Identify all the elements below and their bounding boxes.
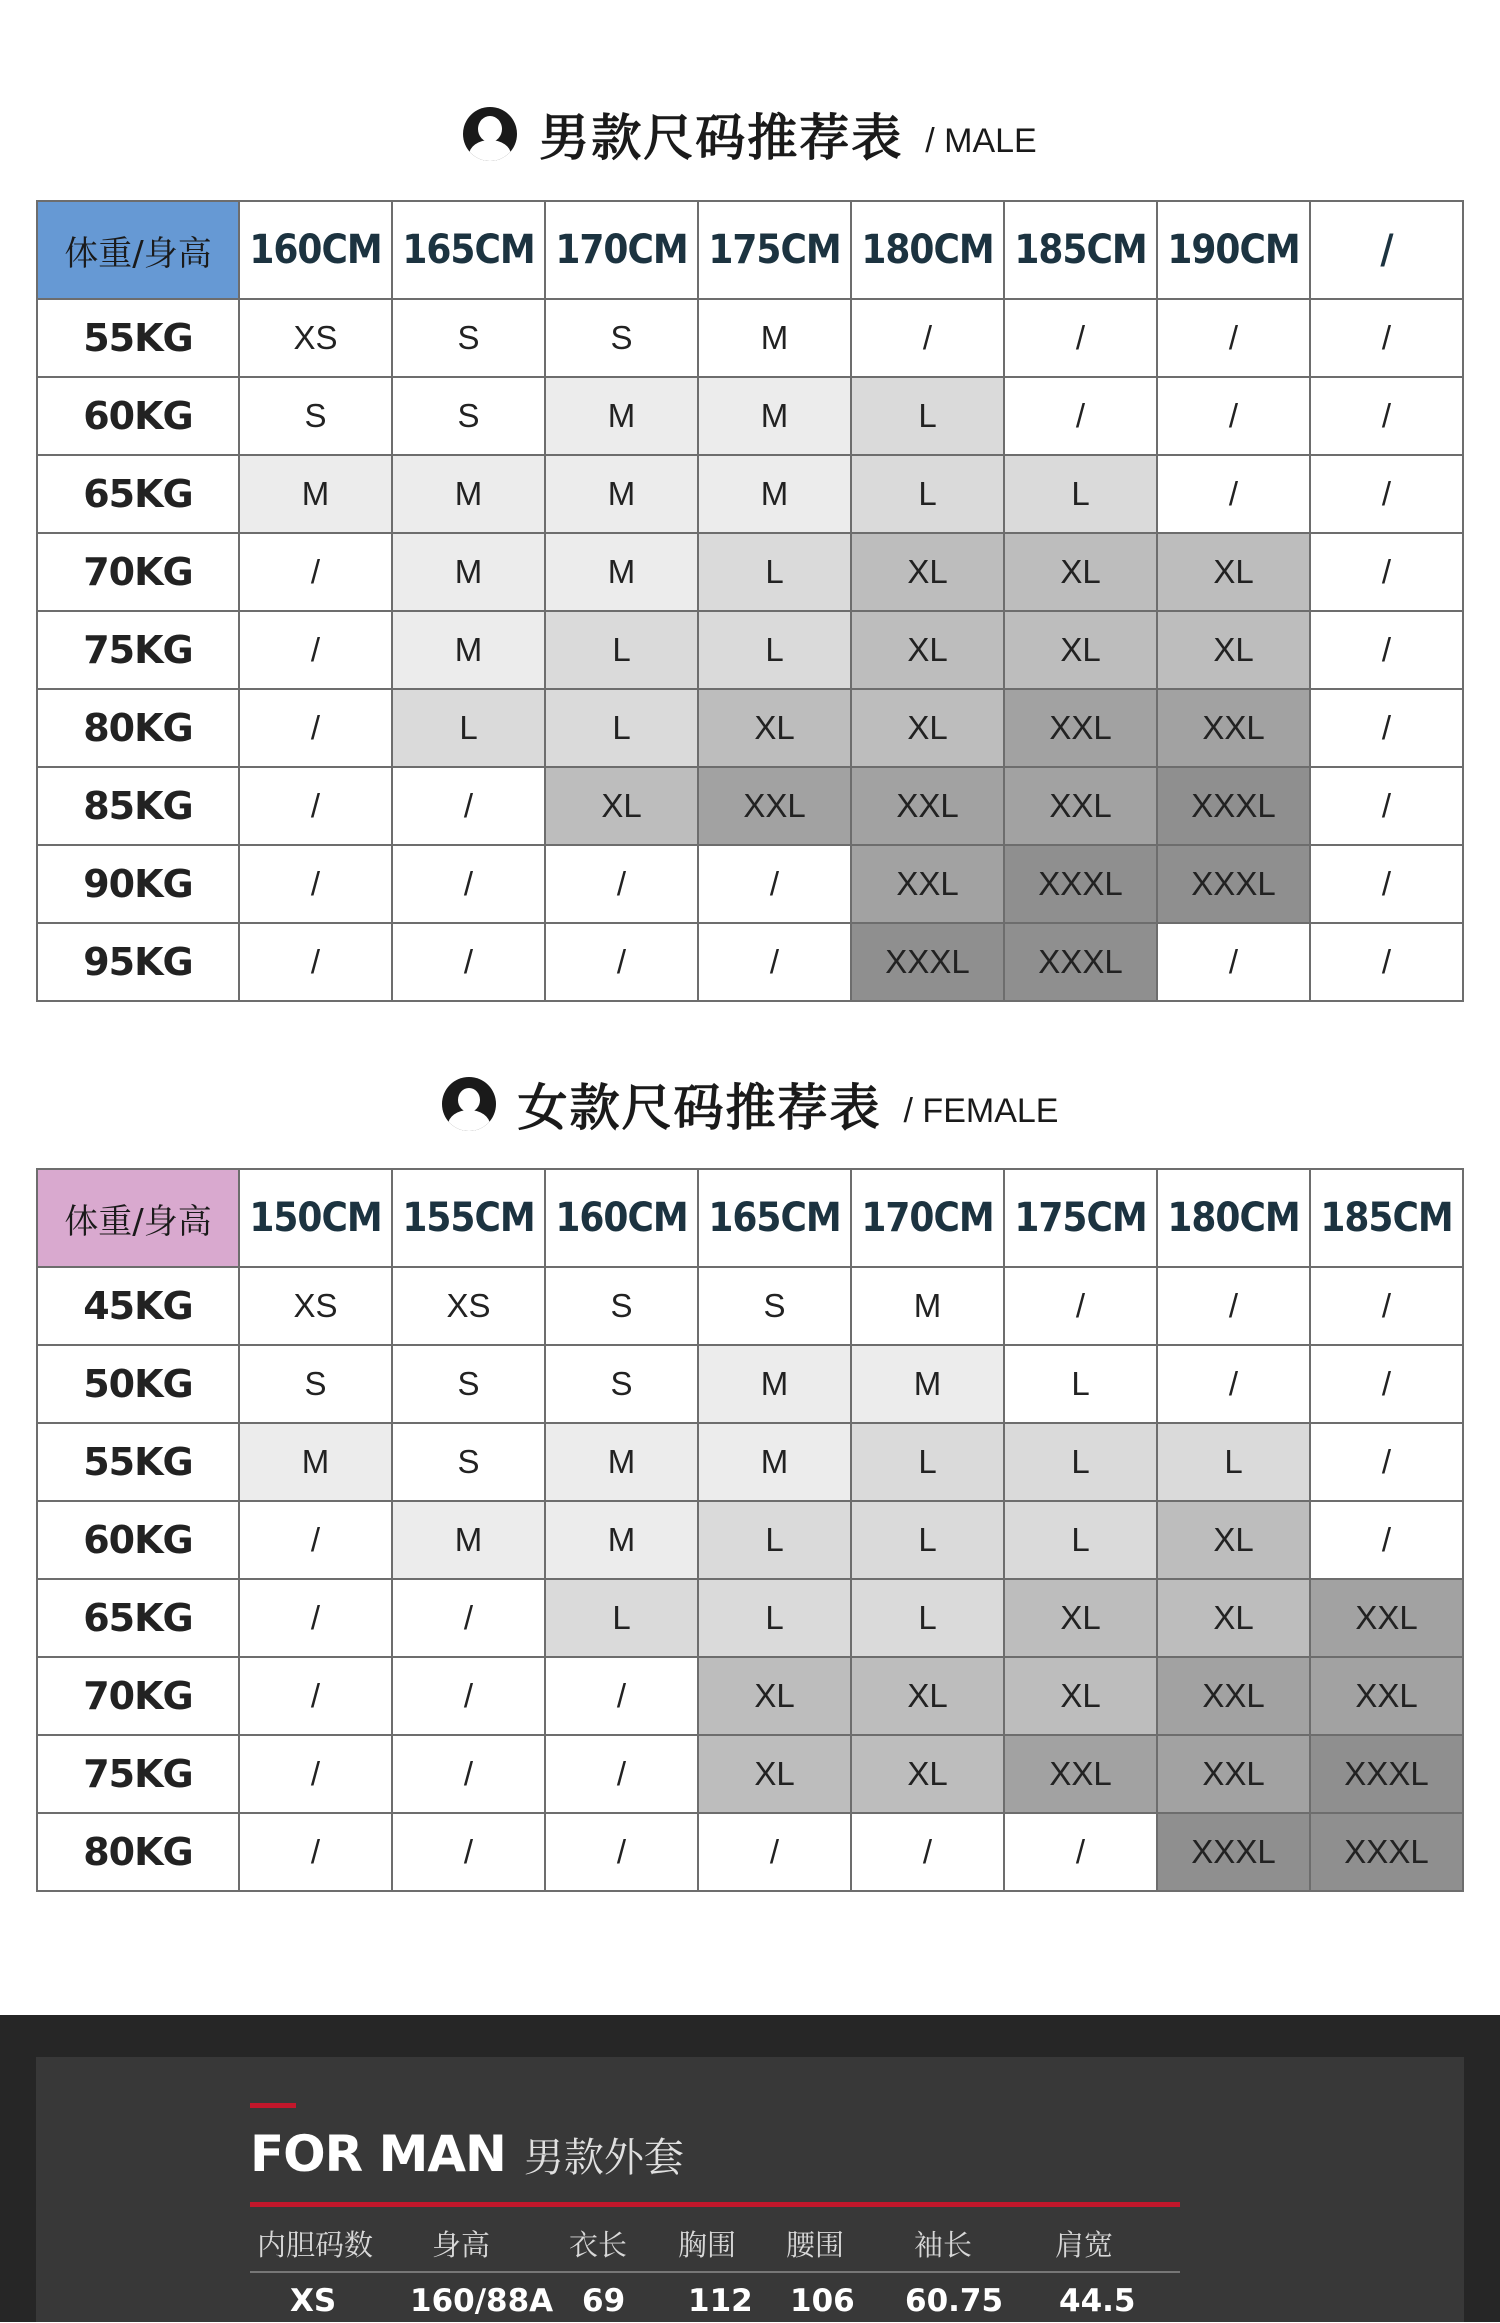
height-header: 150CM bbox=[239, 1169, 392, 1267]
height-header: 175CM bbox=[1004, 1169, 1157, 1267]
size-cell: L bbox=[851, 377, 1004, 455]
weight-label: 80KG bbox=[37, 1813, 239, 1891]
weight-label: 45KG bbox=[37, 1267, 239, 1345]
spec-cell: 60.75 bbox=[905, 2283, 1004, 2319]
corner-header: 体重/身高 bbox=[37, 201, 239, 299]
weight-label: 55KG bbox=[37, 299, 239, 377]
size-cell: L bbox=[851, 1423, 1004, 1501]
size-cell: / bbox=[851, 299, 1004, 377]
size-cell: / bbox=[1157, 923, 1310, 1001]
size-cell: L bbox=[545, 689, 698, 767]
spec-cell: XS bbox=[290, 2283, 337, 2319]
spec-section bbox=[0, 2015, 1500, 2322]
weight-label: 60KG bbox=[37, 377, 239, 455]
size-cell: S bbox=[239, 377, 392, 455]
height-header: / bbox=[1310, 201, 1463, 299]
weight-label: 50KG bbox=[37, 1345, 239, 1423]
size-cell: L bbox=[392, 689, 545, 767]
size-cell: / bbox=[545, 1657, 698, 1735]
title-accent bbox=[250, 2103, 296, 2108]
size-cell: S bbox=[698, 1267, 851, 1345]
size-cell: M bbox=[392, 533, 545, 611]
spec-cell: 69 bbox=[582, 2283, 626, 2319]
size-cell: XL bbox=[1004, 533, 1157, 611]
size-cell: / bbox=[239, 689, 392, 767]
size-cell: XL bbox=[1157, 611, 1310, 689]
height-header: 185CM bbox=[1004, 201, 1157, 299]
size-cell: / bbox=[239, 1735, 392, 1813]
spec-column-header: 腰围 bbox=[786, 2228, 845, 2262]
spec-column-header: 身高 bbox=[432, 2228, 491, 2262]
size-cell: XXL bbox=[1157, 1735, 1310, 1813]
size-cell: L bbox=[545, 611, 698, 689]
male-size-table bbox=[36, 200, 1464, 1002]
size-cell: / bbox=[1157, 377, 1310, 455]
spec-column-header: 衣长 bbox=[569, 2228, 628, 2262]
size-cell: XXXL bbox=[1310, 1813, 1463, 1891]
size-cell: / bbox=[1004, 377, 1157, 455]
size-cell: XS bbox=[239, 299, 392, 377]
size-cell: M bbox=[698, 1423, 851, 1501]
size-cell: M bbox=[851, 1345, 1004, 1423]
height-header: 180CM bbox=[1157, 1169, 1310, 1267]
size-cell: XS bbox=[239, 1267, 392, 1345]
weight-label: 90KG bbox=[37, 845, 239, 923]
size-cell: / bbox=[239, 767, 392, 845]
size-cell: L bbox=[545, 1579, 698, 1657]
female-user-icon bbox=[442, 1077, 496, 1131]
female-section-title bbox=[0, 1068, 1500, 1140]
size-cell: L bbox=[1004, 1345, 1157, 1423]
weight-label: 95KG bbox=[37, 923, 239, 1001]
male-title-cn: 男款尺码推荐表 bbox=[539, 109, 904, 167]
spec-column-header: 内胆码数 bbox=[257, 2228, 374, 2262]
corner-header: 体重/身高 bbox=[37, 1169, 239, 1267]
size-cell: M bbox=[392, 1501, 545, 1579]
size-cell: S bbox=[392, 299, 545, 377]
size-cell: / bbox=[239, 923, 392, 1001]
size-cell: S bbox=[392, 377, 545, 455]
size-cell: / bbox=[1157, 1267, 1310, 1345]
height-header: 185CM bbox=[1310, 1169, 1463, 1267]
size-cell: M bbox=[392, 611, 545, 689]
spec-cell: 112 bbox=[688, 2283, 753, 2319]
size-cell: / bbox=[545, 923, 698, 1001]
female-size-table bbox=[36, 1168, 1464, 1892]
height-header: 155CM bbox=[392, 1169, 545, 1267]
size-cell: M bbox=[545, 533, 698, 611]
weight-label: 70KG bbox=[37, 533, 239, 611]
size-cell: S bbox=[392, 1345, 545, 1423]
size-cell: XL bbox=[851, 611, 1004, 689]
size-cell: S bbox=[392, 1423, 545, 1501]
size-cell: XXL bbox=[851, 767, 1004, 845]
size-cell: / bbox=[1004, 299, 1157, 377]
male-title-en: / MALE bbox=[925, 121, 1037, 160]
size-cell: M bbox=[239, 455, 392, 533]
size-cell: / bbox=[1310, 1267, 1463, 1345]
size-cell: XXL bbox=[1157, 689, 1310, 767]
table-row bbox=[37, 689, 1463, 767]
weight-label: 85KG bbox=[37, 767, 239, 845]
size-cell: XL bbox=[851, 1735, 1004, 1813]
spec-cell: 106 bbox=[790, 2283, 855, 2319]
size-cell: / bbox=[1310, 845, 1463, 923]
size-cell: XL bbox=[1157, 1501, 1310, 1579]
size-cell: M bbox=[545, 455, 698, 533]
size-cell: XL bbox=[851, 1657, 1004, 1735]
weight-label: 65KG bbox=[37, 455, 239, 533]
weight-label: 75KG bbox=[37, 1735, 239, 1813]
size-cell: S bbox=[239, 1345, 392, 1423]
size-cell: L bbox=[1157, 1423, 1310, 1501]
size-cell: XL bbox=[698, 1657, 851, 1735]
table-row bbox=[37, 1735, 1463, 1813]
size-cell: / bbox=[1310, 611, 1463, 689]
size-cell: / bbox=[1310, 1423, 1463, 1501]
size-cell: / bbox=[239, 1813, 392, 1891]
size-cell: / bbox=[698, 845, 851, 923]
size-cell: M bbox=[545, 377, 698, 455]
size-cell: / bbox=[392, 767, 545, 845]
height-header: 175CM bbox=[698, 201, 851, 299]
size-cell: XXXL bbox=[1157, 767, 1310, 845]
size-cell: XL bbox=[1004, 611, 1157, 689]
size-cell: M bbox=[698, 299, 851, 377]
size-cell: / bbox=[392, 1657, 545, 1735]
table-row bbox=[37, 1345, 1463, 1423]
size-cell: M bbox=[545, 1423, 698, 1501]
size-cell: / bbox=[239, 845, 392, 923]
size-cell: / bbox=[1310, 1501, 1463, 1579]
female-title-en: / FEMALE bbox=[903, 1091, 1059, 1130]
size-cell: M bbox=[698, 377, 851, 455]
height-header: 160CM bbox=[239, 201, 392, 299]
table-row bbox=[37, 923, 1463, 1001]
height-header: 190CM bbox=[1157, 201, 1310, 299]
size-cell: M bbox=[698, 455, 851, 533]
size-cell: M bbox=[851, 1267, 1004, 1345]
size-cell: / bbox=[698, 1813, 851, 1891]
female-title-cn: 女款尺码推荐表 bbox=[517, 1079, 882, 1137]
table-row bbox=[37, 1657, 1463, 1735]
size-cell: / bbox=[1157, 455, 1310, 533]
size-cell: / bbox=[1310, 689, 1463, 767]
table-row bbox=[37, 611, 1463, 689]
height-header: 160CM bbox=[545, 1169, 698, 1267]
header-row bbox=[37, 1169, 1463, 1267]
size-cell: XL bbox=[1004, 1579, 1157, 1657]
size-cell: XL bbox=[1004, 1657, 1157, 1735]
size-cell: / bbox=[851, 1813, 1004, 1891]
table-row bbox=[37, 533, 1463, 611]
size-cell: M bbox=[239, 1423, 392, 1501]
size-cell: M bbox=[545, 1501, 698, 1579]
size-cell: S bbox=[545, 299, 698, 377]
table-row bbox=[37, 1579, 1463, 1657]
size-cell: XXL bbox=[1157, 1657, 1310, 1735]
size-cell: L bbox=[698, 611, 851, 689]
table-row bbox=[37, 1423, 1463, 1501]
spec-divider bbox=[250, 2202, 1180, 2207]
size-cell: XL bbox=[1157, 1579, 1310, 1657]
weight-label: 65KG bbox=[37, 1579, 239, 1657]
spec-column-header: 袖长 bbox=[914, 2228, 973, 2262]
weight-label: 75KG bbox=[37, 611, 239, 689]
size-cell: / bbox=[392, 845, 545, 923]
size-cell: / bbox=[392, 1813, 545, 1891]
spec-cell: 160/88A bbox=[410, 2283, 554, 2319]
size-cell: XXL bbox=[1004, 767, 1157, 845]
table-row bbox=[37, 377, 1463, 455]
table-row bbox=[37, 455, 1463, 533]
spec-header-row bbox=[250, 2223, 1180, 2263]
size-cell: XXXL bbox=[1157, 845, 1310, 923]
size-cell: XXXL bbox=[1004, 845, 1157, 923]
size-cell: L bbox=[698, 1501, 851, 1579]
for-man-title-en: FOR MAN bbox=[250, 2125, 506, 2183]
size-cell: XXL bbox=[851, 845, 1004, 923]
size-cell: M bbox=[698, 1345, 851, 1423]
size-cell: XL bbox=[698, 689, 851, 767]
size-cell: / bbox=[392, 923, 545, 1001]
size-cell: L bbox=[851, 1501, 1004, 1579]
size-cell: / bbox=[1004, 1813, 1157, 1891]
table-row bbox=[37, 767, 1463, 845]
size-cell: / bbox=[1310, 455, 1463, 533]
weight-label: 60KG bbox=[37, 1501, 239, 1579]
for-man-title-cn: 男款外套 bbox=[523, 2135, 684, 2181]
male-section-title bbox=[0, 98, 1500, 170]
size-cell: / bbox=[1310, 923, 1463, 1001]
table-row bbox=[37, 1267, 1463, 1345]
size-cell: / bbox=[392, 1579, 545, 1657]
size-cell: / bbox=[1157, 1345, 1310, 1423]
size-cell: / bbox=[545, 845, 698, 923]
size-cell: / bbox=[392, 1735, 545, 1813]
size-cell: XXXL bbox=[1310, 1735, 1463, 1813]
spec-separator bbox=[250, 2271, 1180, 2273]
size-cell: / bbox=[239, 1579, 392, 1657]
size-cell: XL bbox=[851, 689, 1004, 767]
size-cell: XXL bbox=[1310, 1657, 1463, 1735]
size-cell: M bbox=[392, 455, 545, 533]
size-cell: / bbox=[545, 1813, 698, 1891]
spec-column-header: 胸围 bbox=[678, 2228, 737, 2262]
table-row bbox=[37, 299, 1463, 377]
size-cell: / bbox=[545, 1735, 698, 1813]
size-cell: L bbox=[1004, 1423, 1157, 1501]
table-row bbox=[37, 1501, 1463, 1579]
male-user-icon bbox=[463, 107, 517, 161]
size-cell: S bbox=[545, 1345, 698, 1423]
size-cell: / bbox=[1004, 1267, 1157, 1345]
height-header: 170CM bbox=[851, 1169, 1004, 1267]
size-cell: / bbox=[1310, 533, 1463, 611]
size-cell: / bbox=[239, 611, 392, 689]
size-cell: L bbox=[698, 533, 851, 611]
size-cell: / bbox=[1310, 767, 1463, 845]
size-cell: / bbox=[698, 923, 851, 1001]
size-cell: XXL bbox=[1310, 1579, 1463, 1657]
size-cell: / bbox=[1310, 377, 1463, 455]
size-cell: L bbox=[698, 1579, 851, 1657]
size-cell: XXL bbox=[1004, 1735, 1157, 1813]
size-cell: XXL bbox=[698, 767, 851, 845]
header-row bbox=[37, 201, 1463, 299]
size-cell: XXL bbox=[1004, 689, 1157, 767]
height-header: 180CM bbox=[851, 201, 1004, 299]
weight-label: 55KG bbox=[37, 1423, 239, 1501]
spec-data-row bbox=[250, 2283, 1180, 2323]
size-cell: / bbox=[1310, 299, 1463, 377]
size-cell: XL bbox=[545, 767, 698, 845]
weight-label: 70KG bbox=[37, 1657, 239, 1735]
size-cell: L bbox=[851, 455, 1004, 533]
size-cell: / bbox=[1157, 299, 1310, 377]
height-header: 165CM bbox=[392, 201, 545, 299]
height-header: 170CM bbox=[545, 201, 698, 299]
size-cell: / bbox=[1310, 1345, 1463, 1423]
table-row bbox=[37, 845, 1463, 923]
size-cell: XL bbox=[698, 1735, 851, 1813]
size-cell: XL bbox=[1157, 533, 1310, 611]
size-cell: XXXL bbox=[851, 923, 1004, 1001]
size-cell: / bbox=[239, 533, 392, 611]
size-cell: XXXL bbox=[1157, 1813, 1310, 1891]
spec-column-header: 肩宽 bbox=[1055, 2228, 1114, 2262]
table-row bbox=[37, 1813, 1463, 1891]
spec-cell: 44.5 bbox=[1059, 2283, 1136, 2319]
size-cell: / bbox=[239, 1501, 392, 1579]
weight-label: 80KG bbox=[37, 689, 239, 767]
size-cell: XS bbox=[392, 1267, 545, 1345]
size-cell: XL bbox=[851, 533, 1004, 611]
size-cell: / bbox=[239, 1657, 392, 1735]
for-man-title bbox=[250, 2125, 684, 2183]
size-cell: L bbox=[851, 1579, 1004, 1657]
size-cell: L bbox=[1004, 455, 1157, 533]
size-cell: L bbox=[1004, 1501, 1157, 1579]
height-header: 165CM bbox=[698, 1169, 851, 1267]
size-cell: XXXL bbox=[1004, 923, 1157, 1001]
size-cell: S bbox=[545, 1267, 698, 1345]
